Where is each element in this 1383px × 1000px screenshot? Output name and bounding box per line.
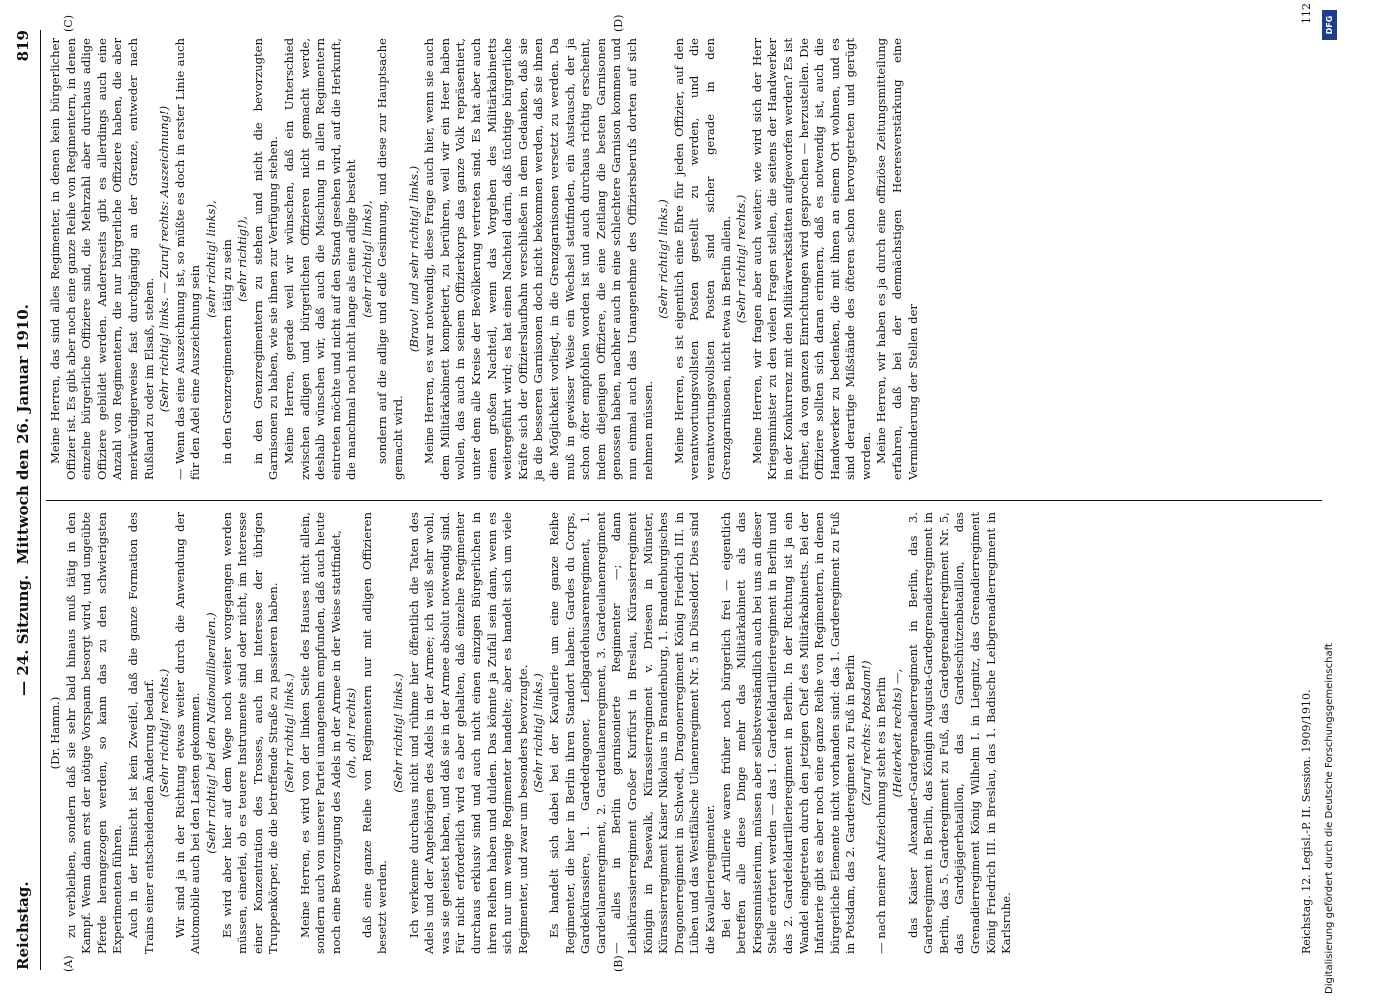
interjection: (sehr richtig! links), xyxy=(203,200,218,318)
paragraph: Meine Herren, wir haben es ja durch eine offiziöse Zeitungsmitteilung erfahren, daß bei der demnächstigen Heeresverstärkung eine Verminderung der Stellen der xyxy=(874,38,920,480)
interjection: (Sehr richtig! links.) xyxy=(531,673,546,793)
interjection: (oh, oh! rechts) xyxy=(344,687,359,779)
header-date: Mittwoch den 26. Januar 1910. xyxy=(14,304,32,565)
paragraph: sondern auf die adlige und edle Gesinnung, und diese zur Hauptsache gemacht wird. xyxy=(375,38,406,480)
paragraph: Meine Herren, es ist eigentlich eine Ehre für jeden Offizier, auf den verantwortungsvollsten Posten gestellt zu werden, und die verantwortungsvollsten Posten sind sicher gerade in den Grenzgarnisonen, nicht etwa in Berlin allein. xyxy=(671,38,733,480)
interjection: (Sehr richtig! links.) xyxy=(656,199,671,319)
margin-marker-b: (B) xyxy=(612,955,625,972)
paragraph: daß eine ganze Reihe von Regimentern nur mit adligen Offizieren besetzt werden. xyxy=(359,512,390,954)
interjection: (Bravo! und sehr richtig! links.) xyxy=(406,165,421,353)
paragraph: in den Grenzregimentern tätig zu sein xyxy=(219,239,234,464)
page-footer xyxy=(1300,3,1318,954)
paragraph: Meine Herren, das sind alles Regimenter, in denen kein bürgerlicher Offizier ist. Es gibt aber noch eine ganze Reihe von Regimentern, in denen einzelne bürgerliche Offiziere sind, die Mehrzahl aber durchaus adlige Offiziere gebildet werden. Andererseits gibt es allerdings auch eine Anzahl von Regimentern, die nur bürgerliche Offiziere haben, die aber merkwürdigerweise fast durchgängig an der Grenze, entweder nach Rußland zu oder im Elsaß, stehen. xyxy=(48,38,156,480)
paragraph: — nach meiner Aufzeichnung steht es in Berlin xyxy=(874,676,889,954)
left-text-column xyxy=(48,512,1015,954)
interjection: (Sehr richtig! bei den Nationalliberalen.) xyxy=(203,612,218,854)
paragraph: Meine Herren, gerade weil wir wünschen, daß ein Unterschied zwischen adligen und bürgerlichen Offizieren nicht gemacht werde, deshalb wünschen wir, daß auch die Mischung in allen Regimentern eintreten möchte und nicht auf den Stand gesehen wird, auf die Herkunft, die manchmal noch nicht lange als eine adlige besteht xyxy=(281,38,359,480)
interjection: (sehr richtig! links), xyxy=(359,200,374,318)
paragraph: Meine Herren, wir fragen aber auch weiter: wie wird sich der Herr Kriegsminister zu den vielen Fragen stellen, die seitens der Handwerker in der Konkurrenz mit den Militärwerkstätten aufgeworfen werden? Es ist früher, da von ganzen Einrichtungen wird gesprochen — herzustellen. Die Offiziere sollten sich daran erinnern, daß es notwendig ist, auch die Handwerker zu bedenken, die mit ihnen an einem Ort wohnen, und es sind derartige Mißstände des öfteren schon hervorgetreten und gerügt worden. xyxy=(749,38,873,480)
interjection: (Sehr richtig! links.) xyxy=(281,673,296,793)
margin-marker-c: (C) xyxy=(62,15,75,32)
paragraph: Bei der Artillerie waren früher noch bürgerlich frei — eigentlich betreffen alle diese Dinge mehr das Militärkabinett als das Kriegsministerium, müssen aber selbstverständlich auch bei uns an dieser Stelle erörtert werden — das 1. Gardefeldartillerieregiment in Berlin und das 2. Gardefeldartillerieregiment in Berlin. In der Richtung ist ja ein Wandel eingetreten durch den jetzigen Chef des Militärkabinetts. Bei der Infanterie gibt es aber noch eine ganze Reihe von Regimentern, in denen bürgerliche Elemente nicht vorhanden sind: das 1. Garderegiment zu Fuß in Potsdam, das 2. Garderegiment zu Fuß in Berlin xyxy=(718,512,858,954)
paragraph: Ich verkenne durchaus nicht und rühme hier öffentlich die Taten des Adels und der Angehörigen des Adels in der Armee; ich weiß sehr wohl, was sie geleistet haben, und daß sie in der Armee absolut notwendig sind. Für nicht erforderlich wird es aber gehalten, daß einzelne Regimenter durchaus erklusiv sind und auch nicht einen einzigen Bürgerlichen in ihren Reihen haben und dulden. Das könnte ja Zufall sein dann, wenn es sich nur um wenige Regimenter handelte; aber es handelt sich um viele Regimenter, und zwar um besonders bevorzugte. xyxy=(406,512,530,954)
column-divider xyxy=(46,500,1322,501)
page-number: 819 xyxy=(14,30,32,62)
paragraph: das Kaiser Alexander-Gardegrenadierregiment in Berlin, das 3. Garderegiment in Berlin, das Königin Augusta-Gardegrenadierregiment in Berlin, das 5. Garderegiment zu Fuß, das Gardegrenadierregiment Nr. 5, das Gardejägerbataillon, das Gardeschützenbataillon, das Grenadierregiment König Wilhelm I. in Liegnitz, das Grenadierregiment König Friedrich III. in Breslau, das 1. Badische Leibgrenadierregiment in Karlsruhe. xyxy=(905,512,1014,954)
interjection: (Heiterkeit rechts) —, xyxy=(890,668,905,798)
paragraph: Es handelt sich dabei bei der Kavallerie um eine ganze Reihe Regimenter, die hier in Berlin ihren Standort haben: Gardes du Corps, Gardekürassiere, 1. Gardedragoner, Leibgardehusarenregiment, 1. Gardeulanenregiment, 2. Gardeulanenregiment, 3. Gardeulanenregiment — alles in Berlin garnisonierte Regimenter —; dann Leibkürassierregiment Großer Kurfürst in Breslau, Kürassierregiment Königin in Pasewalk, Kürassierregiment v. Driesen in Münster, Kürassierregiment Kaiser Nikolaus in Brandenburg, 1. Brandenburgisches Dragonerregiment in Schwedt, Dragonerregiment König Friedrich III. in Lüben und das Westfälische Ulanenregiment Nr. 5 in Düsseldorf. Dies sind die Kavallerieregimenter. xyxy=(547,512,717,954)
dfg-credit-text: Digitalisierung gefördert durch die Deutsche Forschungsgemeinschaft xyxy=(1324,643,1335,994)
footer-session-info: Reichstag. 12. Legisl.-P. II. Session. 1909/1910. xyxy=(1300,689,1313,954)
paragraph: Es wird aber hier auf dem Wege noch weiter vorgegangen werden müssen, einerlei, ob es teuere Instrumente sind oder nicht, im Interesse einer Konzentration des Trosses, auch im Interesse der übrigen Truppenkörper, die die betreffende Straße zu passieren haben. xyxy=(219,512,281,954)
speaker-label: (Dr. Hamm.) xyxy=(48,696,62,770)
header-center xyxy=(14,30,32,970)
paragraph: Meine Herren, es war notwendig, diese Frage auch hier, wenn sie auch dem Militärkabinett kompetiert, zu berühren, weil wir ein Heer haben wollen, das auch in seinem Offizierkorps das ganze Volk repräsentiert, unter dem alle Kreise der Bevölkerung vertreten sind. Es hat aber auch einen großen Nachteil, wenn das Vorgehen des Militärkabinetts weitergeführt wird; es hat einen Nachteil darin, daß tüchtige bürgerliche Kräfte sich der Offizierslaufbahn verschließen in dem Gedanken, daß sie ja die besseren Garnisonen doch nicht bekommen werden, daß sie ihnen die Möglichkeit vorliegt, in die Grenzgarnisonen versetzt zu werden. Da muß in gewisser Weise ein Wechsel stattfinden, ein Austausch, der ja schon öfter empfohlen worden ist und auch durchaus richtig erscheint, indem diejenigen Offiziere, die eine Zeitlang die besten Garnisonen genossen haben, nachher auch in eine schlechtere Garnison kommen und nun einmal auch das Unangenehme des Offiziersberufs dorten auf sich nehmen müssen. xyxy=(422,38,655,480)
running-header xyxy=(14,30,38,970)
paragraph: Wir sind ja in der Richtung etwas weiter durch die Anwendung der Automobile auch bei den Lasten gekommen. xyxy=(172,512,203,954)
margin-marker-d: (D) xyxy=(612,14,625,32)
dfg-credit-bar xyxy=(1322,0,1340,1000)
header-rule xyxy=(40,30,41,970)
interjection: (Sehr richtig! rechts.) xyxy=(157,668,172,798)
interjection: (Sehr richtig! links.) xyxy=(391,673,406,793)
paragraph: Meine Herren, es wird von der linken Seite des Hauses nicht allein, sondern auch von unserer Partei unangenehm empfunden, daß auch heute noch eine Bevorzugung des Adels in der Armee in der Weise stattfindet, xyxy=(297,512,343,954)
footer-sheet-number: 112 xyxy=(1300,3,1313,24)
interjection: (sehr richtig!), xyxy=(235,216,250,302)
interjection: (Zuruf rechts: Potsdam!) xyxy=(858,660,873,806)
header-session: — 24. Sitzung. xyxy=(14,574,32,696)
right-text-column xyxy=(48,38,921,480)
margin-marker-a: (A) xyxy=(62,955,75,972)
interjection: (Sehr richtig! rechts.) xyxy=(734,194,749,324)
paragraph: Auch in der Hinsicht ist kein Zweifel, daß die ganze Formation des Trains einer entscheidenden Änderung bedarf. xyxy=(125,512,156,954)
paragraph: in den Grenzregimentern zu stehen und nicht die bevorzugten Garnisonen zu haben, wie sie ihnen zur Verfügung stehen. xyxy=(250,38,281,480)
dfg-logo: DFG xyxy=(1322,10,1337,40)
interjection: (Sehr richtig! links. — Zuruf rechts: Auszeichnung!) xyxy=(157,105,172,413)
paragraph: zu verbleiben, sondern daß sie sehr bald hinaus muß tätig in den Kampf. Wenn dann erst der nötige Vorspann besorgt wird, und ungeübte Pferde herangezogen werden, so kann das zu den schwierigsten Experimenten führen. xyxy=(63,512,125,954)
header-left: Reichstag. xyxy=(14,881,32,970)
paragraph: — Wenn das eine Auszeichnung ist, so müßte es doch in erster Linie auch für den Adel eine Auszeichnung sein xyxy=(172,38,203,480)
